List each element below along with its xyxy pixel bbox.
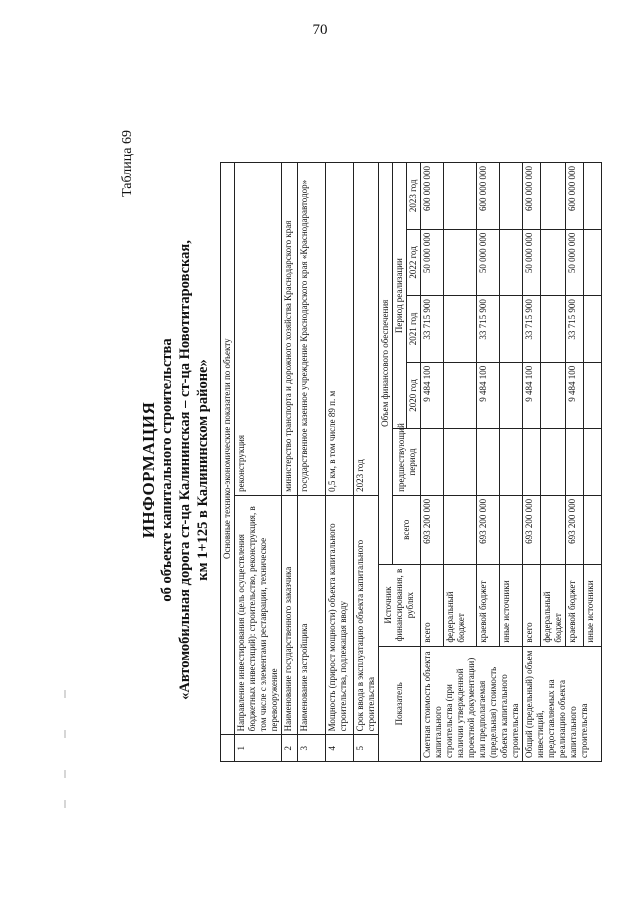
col-indicator-header: Показатель: [379, 646, 421, 761]
year-value: [541, 229, 566, 296]
year-value: 600 000 000: [476, 163, 499, 230]
source-label: всего: [523, 564, 541, 646]
year-value: 9 484 100: [476, 362, 499, 429]
row-label: Мощность (прирост мощности) объекта капитального строительства, подлежащая вводу: [326, 495, 354, 735]
row-value: министерство транспорта и дорожного хозяйства Краснодарского края: [282, 163, 298, 496]
year-value: [499, 362, 522, 429]
total-value: 693 200 000: [523, 495, 541, 564]
indicator-label: Сметная стоимость объекта капитального строительства (при наличии утвержденной проектной документации) или предполагаемая (предельная) стоимость объекта капитального строительства: [421, 646, 523, 761]
source-label: иные источники: [499, 564, 522, 646]
object-name-line-2: км 1+125 в Калининском районе»: [195, 359, 211, 581]
page-number: 70: [312, 22, 328, 38]
year-value: 9 484 100: [566, 362, 584, 429]
year-value: 50 000 000: [421, 229, 444, 296]
table-row: [282, 163, 298, 762]
year-value: [541, 296, 566, 363]
year-value: [584, 296, 602, 363]
object-name-line-1: «Автомобильная дорога ст-ца Калининская – ст-ца Новотитаровская,: [177, 240, 193, 700]
total-value: 693 200 000: [476, 495, 499, 564]
previous-value: [421, 429, 444, 496]
total-value: 693 200 000: [566, 495, 584, 564]
year-header: 2021 год: [407, 296, 421, 363]
previous-value: [444, 429, 476, 496]
year-value: [584, 229, 602, 296]
volume-header: Объем финансового обеспечения: [379, 163, 393, 565]
year-header: 2023 год: [407, 163, 421, 230]
table-row: [326, 163, 354, 762]
source-label: всего: [421, 564, 444, 646]
previous-value: [499, 429, 522, 496]
table-label: Таблица 69: [120, 130, 135, 197]
year-value: [541, 163, 566, 230]
table-row: [298, 163, 326, 762]
year-value: [499, 229, 522, 296]
year-value: 600 000 000: [566, 163, 584, 230]
table-row: [354, 163, 379, 762]
total-value: [499, 495, 522, 564]
row-number: 2: [282, 735, 298, 762]
year-value: 33 715 900: [523, 296, 541, 363]
row-number: 3: [298, 735, 326, 762]
source-label: краевой бюджет: [566, 564, 584, 646]
previous-value: [541, 429, 566, 496]
year-value: 600 000 000: [421, 163, 444, 230]
previous-value: [566, 429, 584, 496]
source-label: федеральный бюджет: [541, 564, 566, 646]
year-value: [444, 163, 476, 230]
year-value: [444, 362, 476, 429]
year-value: 50 000 000: [566, 229, 584, 296]
year-value: 33 715 900: [476, 296, 499, 363]
row-number: 1: [235, 735, 282, 762]
row-value: 0,5 км, в том числе 89 п. м: [326, 163, 354, 496]
indicators-header: Основные технико-экономические показатели по объекту: [221, 163, 235, 735]
year-value: 50 000 000: [523, 229, 541, 296]
finance-row: [523, 163, 541, 762]
row-number: 5: [354, 735, 379, 762]
previous-value: [476, 429, 499, 496]
year-value: [499, 163, 522, 230]
row-value: государственное казенное учреждение Краснодарского края «Краснодаравтодор»: [298, 163, 326, 496]
source-label: краевой бюджет: [476, 564, 499, 646]
total-value: [541, 495, 566, 564]
total-value: 693 200 000: [421, 495, 444, 564]
year-value: [444, 296, 476, 363]
row-label: Срок ввода в эксплуатацию объекта капитального строительства: [354, 495, 379, 735]
col-source-header: Источник финансирования, в рублях: [379, 564, 421, 646]
rotated-page: [120, 130, 595, 810]
source-label: федеральный бюджет: [444, 564, 476, 646]
year-header: 2020 год: [407, 362, 421, 429]
year-value: [444, 229, 476, 296]
row-value: реконструкция: [235, 163, 282, 496]
row-label: Наименование застройщика: [298, 495, 326, 735]
document-title: ИНФОРМАЦИЯ: [139, 401, 158, 539]
year-value: 33 715 900: [566, 296, 584, 363]
document-heading: [140, 130, 212, 810]
col-total-header: всего: [393, 495, 421, 564]
year-value: 50 000 000: [476, 229, 499, 296]
previous-value: [523, 429, 541, 496]
year-value: [584, 163, 602, 230]
col-previous-header: предшествующий период: [393, 429, 421, 496]
row-label: Наименование государственного заказчика: [282, 495, 298, 735]
year-value: 9 484 100: [421, 362, 444, 429]
row-value: 2023 год: [354, 163, 379, 496]
margin-scan-marks: [60, 690, 70, 810]
total-value: [444, 495, 476, 564]
object-info-table: [220, 162, 602, 762]
previous-value: [584, 429, 602, 496]
source-label: иные источники: [584, 564, 602, 646]
row-number: 4: [326, 735, 354, 762]
year-value: [499, 296, 522, 363]
year-value: [584, 362, 602, 429]
year-value: 600 000 000: [523, 163, 541, 230]
document-subtitle: об объекте капитального строительства: [159, 338, 175, 602]
year-value: [541, 362, 566, 429]
year-header: 2022 год: [407, 229, 421, 296]
period-header: Период реализации: [393, 163, 407, 429]
year-value: 33 715 900: [421, 296, 444, 363]
finance-row: [421, 163, 444, 762]
total-value: [584, 495, 602, 564]
table-row: [235, 163, 282, 762]
indicator-label: Общий (предельный) объем инвестиций, предоставляемых на реализацию объекта капитального строительства: [523, 646, 602, 761]
blank-cell: [221, 735, 235, 762]
row-label: Направление инвестирования (цель осуществления бюджетных инвестиций): строительство, реконструкция, в том числе с элементами реставрации, техническое перевооружение: [235, 495, 282, 735]
year-value: 9 484 100: [523, 362, 541, 429]
